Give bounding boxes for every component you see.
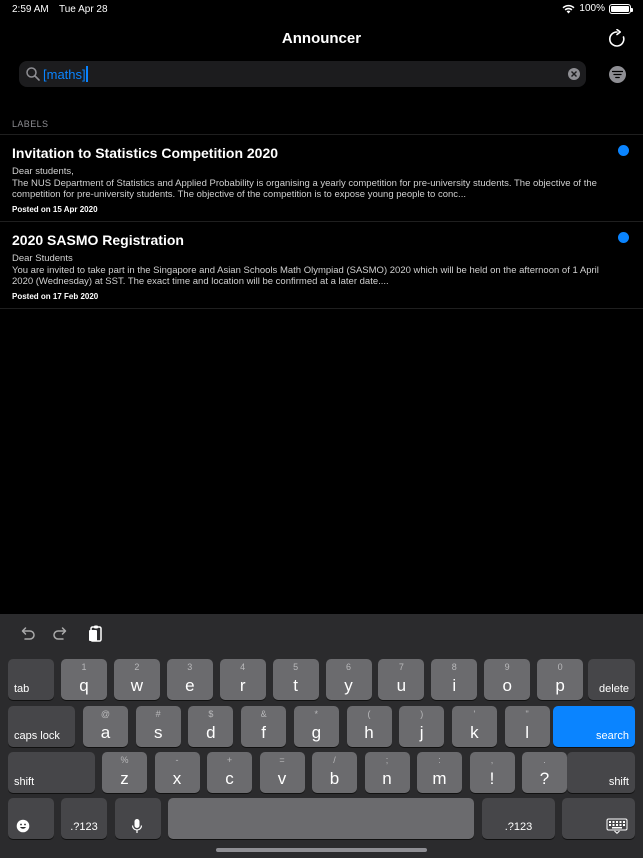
key-primary-label: l [525,723,529,742]
key-y[interactable] [326,659,372,700]
search-input-value: [maths] [43,66,86,82]
dictation-key[interactable] [115,798,161,839]
key-secondary-label: 3 [187,662,193,672]
key-primary-label: k [470,723,479,742]
numbers-key-left[interactable] [61,798,107,839]
status-right [562,3,631,14]
unread-indicator [618,145,629,156]
search-bar[interactable] [19,61,586,87]
refresh-icon[interactable] [607,29,627,49]
key-secondary-label: 6 [345,662,351,672]
numbers-key-label: .?123 [504,821,533,833]
key-primary-label: o [502,676,512,695]
key-secondary-label: " [525,709,529,719]
key-secondary-label: 7 [398,662,404,672]
item-body: Dear Students You are invited to take part in the Singapore and Asian Schools Math Olympiad (SASMO) 2020 which will be held on the afternoon of 1 April 2020 (Wednesday) at SST. The exact time and location will be confirmed at a later date.... [12,253,599,287]
key-primary-label: i [452,676,457,695]
redo-icon[interactable] [51,624,71,644]
key-k[interactable] [452,706,497,747]
key-primary-label: w [130,676,144,695]
key-secondary-label: 8 [451,662,457,672]
key-secondary-label: - [175,755,179,765]
battery-icon [609,4,631,14]
key-t[interactable] [273,659,319,700]
filter-button[interactable] [609,66,626,83]
page-title: Announcer [281,30,362,47]
key-exclamation[interactable] [470,752,515,793]
key-secondary-label: @ [100,709,111,719]
key-j[interactable] [399,706,444,747]
key-primary-label: e [185,676,195,695]
section-header: LABELS [12,119,49,129]
emoji-icon [16,819,30,833]
key-q[interactable] [61,659,107,700]
key-secondary-label: ) [420,709,424,719]
key-secondary-label: % [120,755,129,765]
search-key[interactable] [553,706,635,747]
filter-icon [612,70,623,79]
key-primary-label: x [172,769,182,788]
key-primary-label: v [277,769,287,788]
key-h[interactable] [347,706,392,747]
key-primary-label: g [311,723,322,742]
key-l[interactable] [505,706,550,747]
key-primary-label: q [79,676,89,695]
key-secondary-label: ( [367,709,371,719]
tab-key[interactable] [8,659,54,700]
home-indicator [216,848,427,852]
key-g[interactable] [294,706,339,747]
key-s[interactable] [136,706,181,747]
key-r[interactable] [220,659,266,700]
key-n[interactable] [365,752,410,793]
key-secondary-label: 4 [240,662,246,672]
key-primary-label: t [293,676,298,695]
close-icon [571,71,577,77]
key-c[interactable] [207,752,252,793]
key-primary-label: ! [489,769,495,788]
item-title: 2020 SASMO Registration [12,232,184,248]
key-secondary-label: ' [473,709,476,719]
emoji-key[interactable] [8,798,54,839]
tab-key-label: tab [14,683,30,695]
key-secondary-label: , [490,755,494,765]
key-secondary-label: 0 [557,662,563,672]
delete-key-label: delete [599,683,629,695]
battery-percent: 100% [579,3,605,14]
key-p[interactable] [537,659,583,700]
key-secondary-label: = [279,755,285,765]
shift-key-right[interactable] [567,752,635,793]
item-body: Dear students, The NUS Department of Statistics and Applied Probability is organising a yearly competition for pre-university students. The objective of the competition for pre-university students. The objective of the competition is to expose young people to conc... [12,166,597,200]
item-title: Invitation to Statistics Competition 2020 [12,145,279,161]
key-primary-label: p [555,676,565,695]
on-screen-keyboard [0,614,643,858]
key-z[interactable] [102,752,147,793]
key-i[interactable] [431,659,477,700]
key-w[interactable] [114,659,160,700]
key-question[interactable] [522,752,567,793]
key-secondary-label: # [155,709,161,719]
key-b[interactable] [312,752,357,793]
clear-search-button[interactable] [568,68,580,80]
key-primary-label: y [344,676,353,695]
undo-icon[interactable] [17,624,37,644]
list-item[interactable] [0,222,643,309]
key-secondary-label: + [226,755,233,765]
key-o[interactable] [484,659,530,700]
list-item[interactable] [0,135,643,222]
caps-lock-key[interactable] [8,706,75,747]
key-secondary-label: . [543,755,546,765]
key-secondary-label: * [314,709,319,719]
shift-key-label: shift [608,776,629,788]
text-caret [86,66,88,82]
key-primary-label: m [432,769,447,788]
key-secondary-label: : [438,755,441,765]
key-secondary-label: / [333,755,336,765]
key-x[interactable] [155,752,200,793]
key-secondary-label: ; [385,755,389,765]
key-secondary-label: 1 [81,662,87,672]
key-primary-label: u [396,676,407,695]
shift-key-left[interactable] [8,752,95,793]
key-f[interactable] [241,706,286,747]
keyboard-toolbar [0,614,643,654]
key-v[interactable] [260,752,305,793]
hide-keyboard-key[interactable] [562,798,635,839]
delete-key[interactable] [588,659,635,700]
key-u[interactable] [378,659,424,700]
status-bar [0,0,643,18]
key-primary-label: d [206,723,216,742]
search-key-label: search [595,730,629,742]
key-secondary-label: 5 [293,662,299,672]
item-date: Posted on 15 Apr 2020 [12,204,98,214]
key-primary-label: z [120,769,129,788]
key-d[interactable] [188,706,233,747]
keyboard-icon [606,818,628,834]
key-primary-label: a [100,723,111,742]
key-primary-label: r [239,676,246,695]
key-primary-label: h [364,723,374,742]
announcement-list [0,134,643,309]
key-secondary-label: $ [208,709,214,719]
unread-indicator [618,232,629,243]
key-primary-label: j [419,723,424,742]
numbers-key-label: .?123 [70,821,98,833]
key-secondary-label: 2 [134,662,140,672]
microphone-icon [131,818,143,834]
wifi-icon [562,4,575,14]
key-a[interactable] [83,706,128,747]
key-primary-label: b [329,769,340,788]
shift-key-label: shift [14,776,35,788]
status-time: 2:59 AM [12,4,49,15]
status-date: Tue Apr 28 [59,4,108,15]
key-primary-label: ? [539,769,550,788]
key-m[interactable] [417,752,462,793]
search-input[interactable] [43,65,88,83]
caps-lock-key-label: caps lock [14,730,60,742]
key-primary-label: s [153,723,163,742]
key-primary-label: f [261,723,266,742]
paste-icon[interactable] [86,624,106,644]
key-primary-label: c [225,769,234,788]
search-icon [25,66,41,82]
key-e[interactable] [167,659,213,700]
item-date: Posted on 17 Feb 2020 [12,291,99,301]
key-secondary-label: & [260,709,267,719]
numbers-key-right[interactable] [482,798,555,839]
space-bar[interactable] [168,798,474,839]
key-primary-label: n [382,769,392,788]
key-secondary-label: 9 [504,662,510,672]
